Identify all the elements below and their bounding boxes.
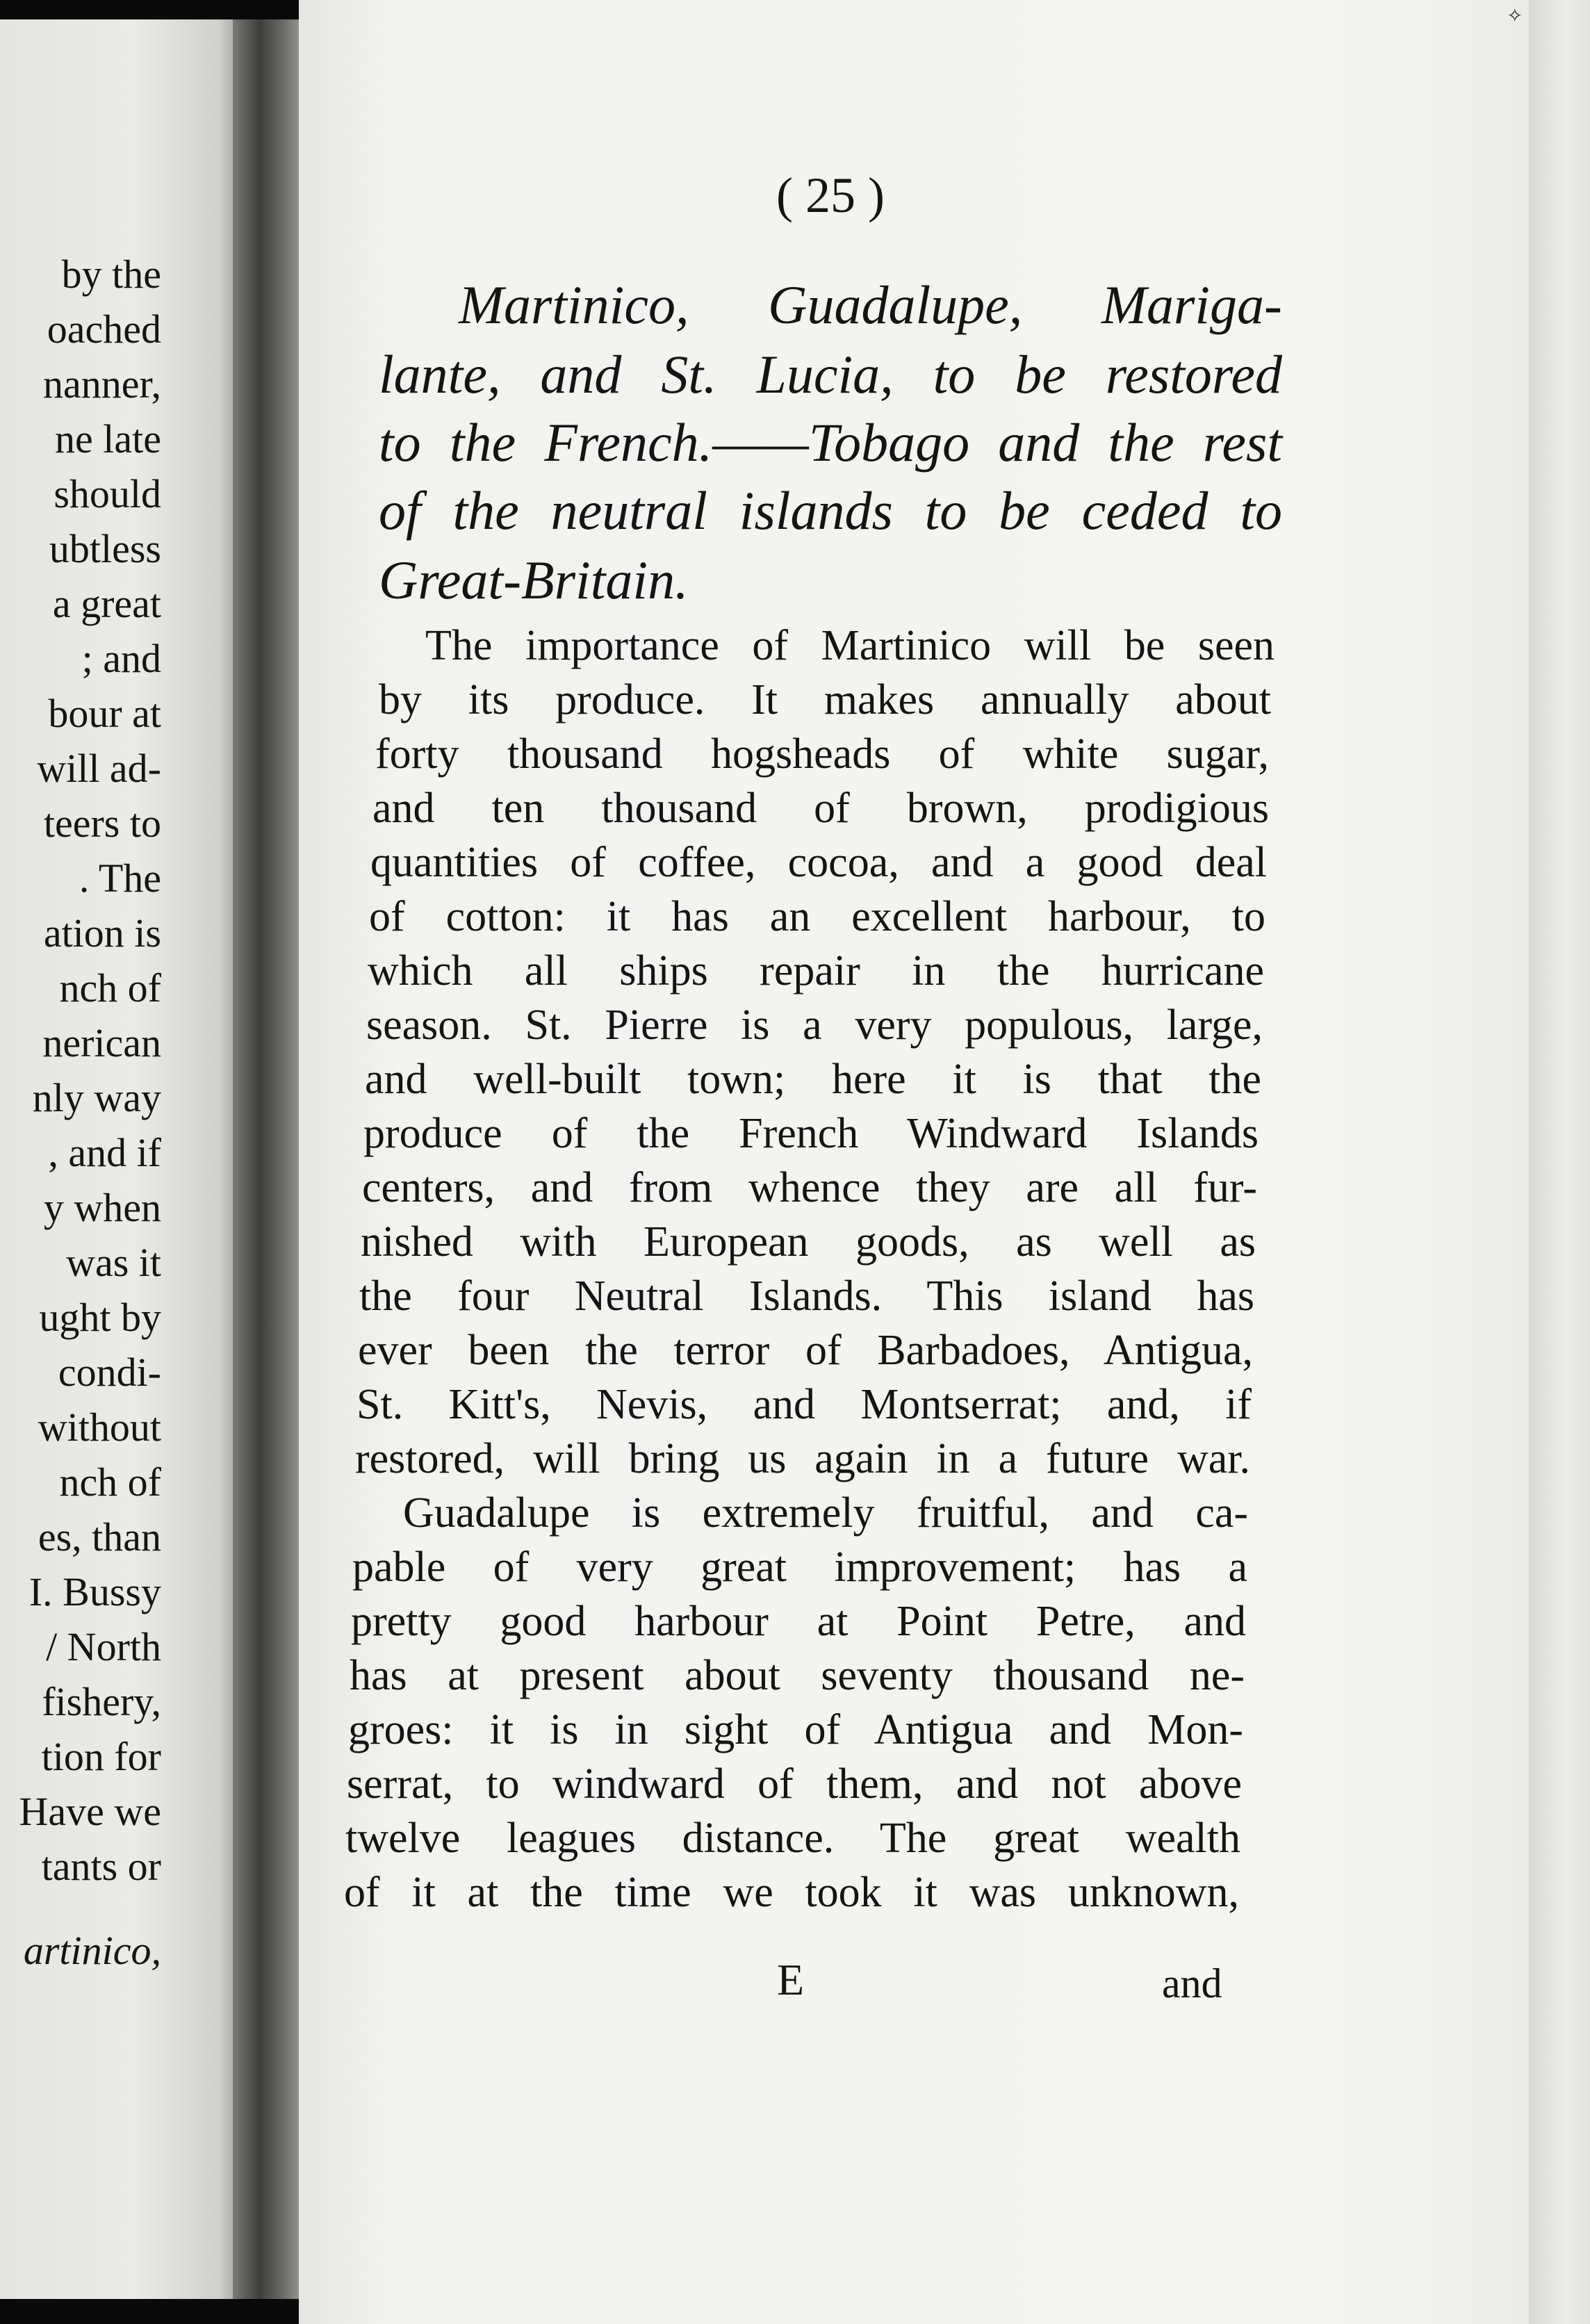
heading-line: Martinico, Guadalupe, Mariga- [459, 275, 1282, 335]
left-line: ation is [43, 910, 161, 956]
left-line: condi- [58, 1350, 161, 1395]
body-line: ever been the terror of Barbadoes, Antigua, [358, 1327, 1253, 1374]
book-gutter [233, 19, 309, 2299]
body-line: which all ships repair in the hurricane [368, 947, 1264, 995]
body-line: of it at the time we took it was unknown, [344, 1869, 1239, 1916]
left-line: , and if [48, 1130, 161, 1175]
corner-mark-icon: ✧ [1507, 4, 1523, 27]
left-line: should [54, 471, 161, 516]
left-line: tion for [41, 1734, 161, 1779]
body-line: groes: it is in sight of Antigua and Mon- [348, 1706, 1243, 1753]
left-line: nerican [42, 1020, 161, 1065]
left-line: fishery, [42, 1679, 161, 1724]
left-line: . The [79, 856, 161, 901]
left-line: y when [43, 1185, 161, 1230]
left-line: / North [46, 1624, 161, 1669]
left-line: a great [52, 581, 161, 626]
heading-line: Great-Britain. [379, 550, 689, 610]
body-line: of cotton: it has an excellent harbour, to [369, 893, 1265, 940]
body-line: season. St. Pierre is a very populous, large, [366, 1001, 1263, 1049]
page-edge [1529, 0, 1590, 2324]
left-line: bour at [48, 691, 161, 736]
left-line: was it [66, 1240, 161, 1285]
body-line: has at present about seventy thousand ne- [350, 1652, 1245, 1699]
catchword: and [1162, 1961, 1222, 2006]
body-line: forty thousand hogsheads of white sugar, [375, 730, 1269, 778]
left-line: without [38, 1405, 161, 1450]
body-line: nished with European goods, as well as [361, 1218, 1256, 1266]
body-line: twelve leagues distance. The great wealth [345, 1815, 1240, 1862]
page-number: ( 25 ) [776, 167, 885, 223]
left-line: oached [47, 306, 161, 352]
left-line: tants or [41, 1844, 161, 1889]
body-line: restored, will bring us again in a future war. [355, 1435, 1250, 1482]
body-line: and ten thousand of brown, prodigious [372, 785, 1269, 832]
left-line: nanner, [43, 361, 161, 407]
left-line: by the [61, 252, 161, 297]
body-line: quantities of coffee, cocoa, and a good deal [370, 839, 1267, 886]
left-line: ; and [81, 636, 161, 681]
left-line: nch of [59, 965, 161, 1010]
left-page-fragment [0, 19, 243, 2299]
heading-line: of the neutral islands to be ceded to [379, 480, 1282, 541]
left-line: artinico, [23, 1928, 161, 1973]
body-line: produce of the French Windward Islands [363, 1110, 1259, 1157]
body-line: pable of very great improvement; has a [352, 1544, 1247, 1591]
body-line: the four Neutral Islands. This island has [359, 1273, 1254, 1320]
body-line: pretty good harbour at Point Petre, and [351, 1598, 1246, 1645]
body-line: serrat, to windward of them, and not above [347, 1760, 1242, 1808]
left-line: nch of [59, 1459, 161, 1505]
body-line: centers, and from whence they are all fur- [362, 1164, 1257, 1211]
left-line: ubtless [49, 526, 161, 571]
left-line: teers to [43, 801, 161, 846]
heading-line: to the French.——Tobago and the rest [379, 412, 1282, 473]
left-line: ne late [55, 416, 161, 461]
heading-line: lante, and St. Lucia, to be restored [379, 344, 1282, 404]
body-line: The importance of Martinico will be seen [425, 622, 1275, 669]
left-line: Have we [19, 1789, 161, 1834]
left-line: nly way [32, 1075, 161, 1120]
signature-mark: E [777, 1955, 805, 2004]
body-line: by its produce. It makes annually about [379, 676, 1271, 723]
body-line: St. Kitt's, Nevis, and Montserrat; and, if [356, 1381, 1252, 1428]
left-line: will ad- [37, 746, 161, 791]
body-line: Guadalupe is extremely fruitful, and ca- [403, 1489, 1248, 1537]
body-line: and well-built town; here it is that the [365, 1056, 1261, 1103]
left-line: ught by [39, 1295, 161, 1340]
left-line: I. Bussy [28, 1569, 161, 1614]
left-line: es, than [38, 1514, 161, 1560]
